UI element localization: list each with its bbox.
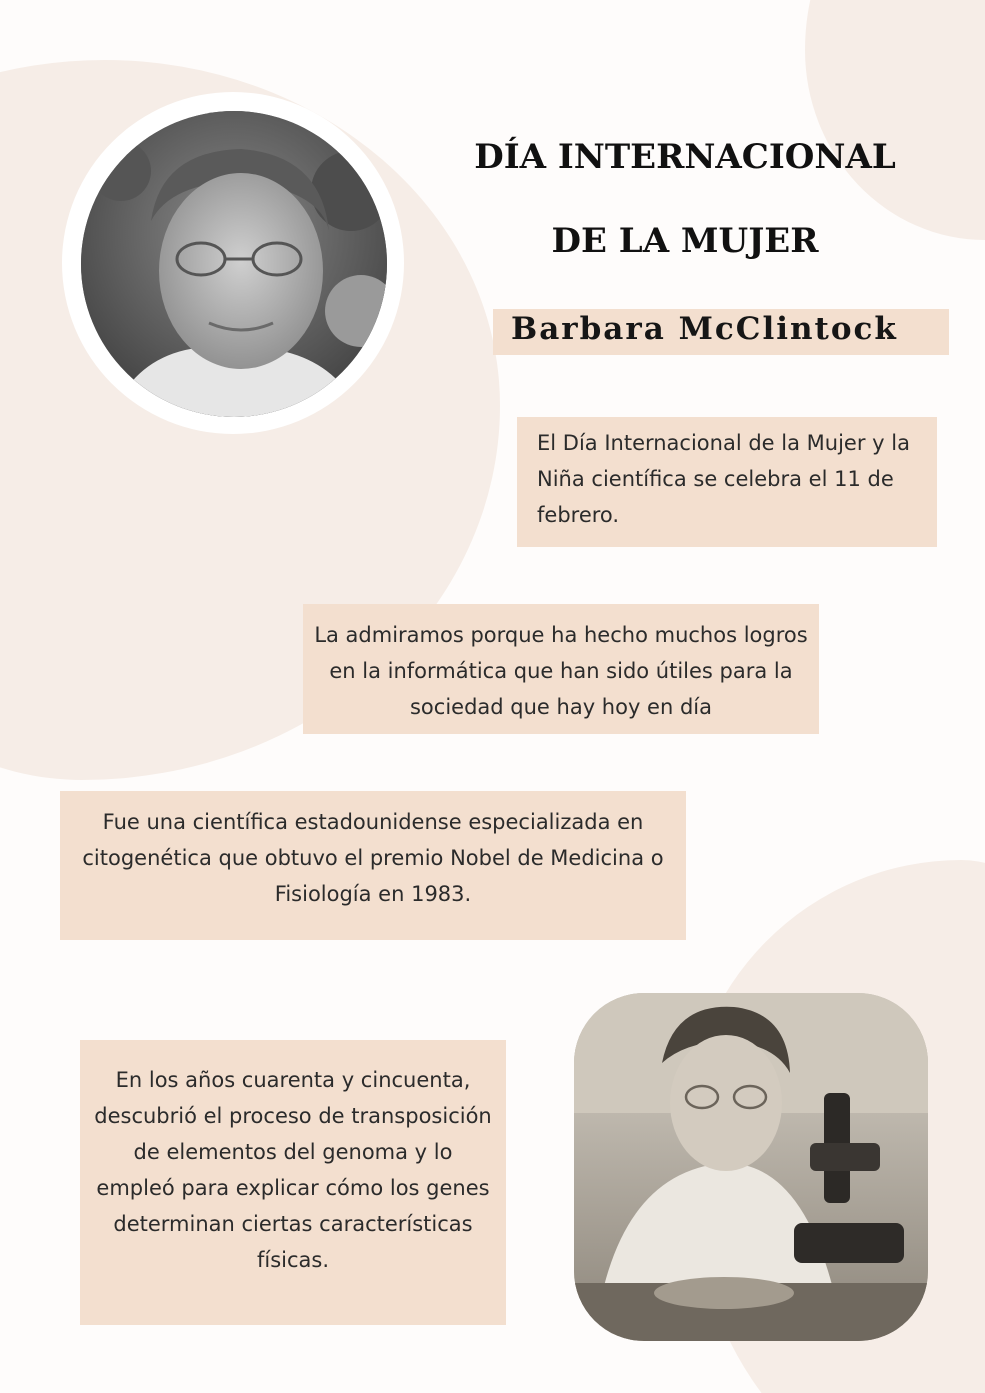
portrait-photo [81, 111, 387, 417]
info-card-biography: Fue una científica estadounidense especializada en citogenética que obtuvo el premio Nobel de Medicina o Fisiología en 1983. [60, 791, 686, 940]
title-line-1: DÍA INTERNACIONAL [474, 137, 896, 177]
microscope-photo [574, 993, 928, 1341]
info-card-date: El Día Internacional de la Mujer y la Niña científica se celebra el 11 de febrero. [517, 417, 937, 547]
name-banner [493, 309, 949, 355]
page-title [460, 115, 910, 283]
info-card-admiration: La admiramos porque ha hecho muchos logros en la informática que han sido útiles para la sociedad que hay hoy en día [303, 604, 819, 734]
info-card-discovery: En los años cuarenta y cincuenta, descubrió el proceso de transposición de elementos del genoma y lo empleó para explicar cómo los genes determinan ciertas características físicas. [80, 1040, 506, 1325]
title-line-2: DE LA MUJER [551, 221, 819, 261]
person-name: Barbara McClintock [511, 311, 898, 347]
